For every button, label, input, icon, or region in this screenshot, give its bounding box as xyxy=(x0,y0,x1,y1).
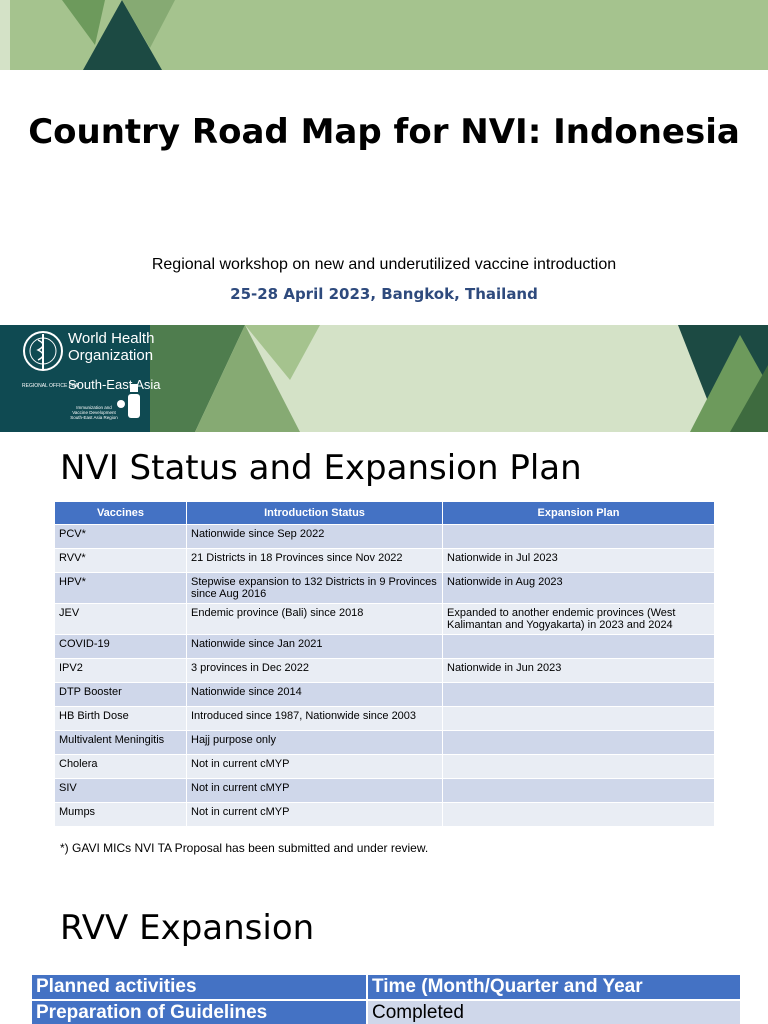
who-regional-office-prefix: REGIONAL OFFICE FOR xyxy=(22,383,80,389)
table-row xyxy=(55,779,715,803)
vaccine-cell: SIV xyxy=(55,779,187,803)
status-cell: Not in current cMYP xyxy=(187,803,443,827)
table-header-row xyxy=(55,502,715,525)
plan-cell xyxy=(443,755,715,779)
rvv-expansion-heading: RVV Expansion xyxy=(60,908,315,948)
column-header: Time (Month/Quarter and Year xyxy=(367,974,741,1000)
status-cell: Nationwide since Sep 2022 xyxy=(187,525,443,549)
status-cell: 3 provinces in Dec 2022 xyxy=(187,659,443,683)
vaccine-cell: COVID-19 xyxy=(55,635,187,659)
vaccine-cell: IPV2 xyxy=(55,659,187,683)
who-ivd-line1: Immunization and xyxy=(76,405,112,410)
top-decorative-band xyxy=(0,0,768,70)
status-cell: Stepwise expansion to 132 Districts in 9 Provinces since Aug 2016 xyxy=(187,573,443,604)
plan-cell: Nationwide in Aug 2023 xyxy=(443,573,715,604)
vaccine-cell: Mumps xyxy=(55,803,187,827)
who-org-name-line2: Organization xyxy=(68,347,154,364)
table-row xyxy=(55,604,715,635)
vaccine-cell: HB Birth Dose xyxy=(55,707,187,731)
table-row xyxy=(55,707,715,731)
plan-cell: Nationwide in Jul 2023 xyxy=(443,549,715,573)
status-cell: 21 Districts in 18 Provinces since Nov 2022 xyxy=(187,549,443,573)
rvv-expansion-slide xyxy=(0,892,768,1024)
plan-cell xyxy=(443,635,715,659)
vaccine-cell: Cholera xyxy=(55,755,187,779)
table-row xyxy=(55,635,715,659)
table-row xyxy=(55,755,715,779)
table-footnote: *) GAVI MICs NVI TA Proposal has been submitted and under review. xyxy=(60,841,429,855)
who-org-name xyxy=(68,330,154,364)
plan-cell: Expanded to another endemic provinces (West Kalimantan and Yogyakarta) in 2023 and 2024 xyxy=(443,604,715,635)
who-org-name-line1: World Health xyxy=(68,330,155,347)
time-cell: Completed xyxy=(367,1000,741,1024)
vaccine-cell: DTP Booster xyxy=(55,683,187,707)
nvi-status-heading: NVI Status and Expansion Plan xyxy=(60,448,582,488)
plan-cell xyxy=(443,731,715,755)
rvv-activities-table xyxy=(30,973,742,1024)
status-cell: Not in current cMYP xyxy=(187,755,443,779)
status-cell: Nationwide since 2014 xyxy=(187,683,443,707)
who-ivd-line2: Vaccine Development xyxy=(72,410,116,415)
column-header: Vaccines xyxy=(55,502,187,525)
status-cell: Endemic province (Bali) since 2018 xyxy=(187,604,443,635)
table-row xyxy=(55,525,715,549)
table-row xyxy=(55,573,715,604)
activity-cell: Preparation of Guidelines xyxy=(31,1000,367,1024)
title-slide xyxy=(0,0,768,432)
workshop-subtitle: Regional workshop on new and underutilized vaccine introduction xyxy=(151,256,617,273)
column-header: Planned activities xyxy=(31,974,367,1000)
plan-cell xyxy=(443,683,715,707)
nvi-status-slide xyxy=(0,432,768,892)
status-cell: Hajj purpose only xyxy=(187,731,443,755)
vaccine-cell: JEV xyxy=(55,604,187,635)
plan-cell xyxy=(443,803,715,827)
plan-cell xyxy=(443,707,715,731)
who-ivd-label xyxy=(62,405,126,420)
table-row xyxy=(55,683,715,707)
table-header-row xyxy=(31,974,741,1000)
table-row xyxy=(55,803,715,827)
table-row xyxy=(55,659,715,683)
column-header: Introduction Status xyxy=(187,502,443,525)
table-row xyxy=(31,1000,741,1024)
status-cell: Nationwide since Jan 2021 xyxy=(187,635,443,659)
nvi-status-table xyxy=(54,501,715,827)
vaccine-cell: RVV* xyxy=(55,549,187,573)
plan-cell xyxy=(443,525,715,549)
who-ivd-line3: South-East Asia Region xyxy=(70,415,118,420)
status-cell: Introduced since 1987, Nationwide since 2003 xyxy=(187,707,443,731)
plan-cell xyxy=(443,779,715,803)
event-date-location: 25-28 April 2023, Bangkok, Thailand xyxy=(230,285,538,303)
who-region-name: South-East Asia xyxy=(68,377,161,392)
presentation-title: Country Road Map for NVI: Indonesia xyxy=(28,112,740,152)
vaccine-cell: PCV* xyxy=(55,525,187,549)
status-cell: Not in current cMYP xyxy=(187,779,443,803)
plan-cell: Nationwide in Jun 2023 xyxy=(443,659,715,683)
vaccine-cell: HPV* xyxy=(55,573,187,604)
table-row xyxy=(55,731,715,755)
vaccine-cell: Multivalent Meningitis xyxy=(55,731,187,755)
column-header: Expansion Plan xyxy=(443,502,715,525)
table-row xyxy=(55,549,715,573)
